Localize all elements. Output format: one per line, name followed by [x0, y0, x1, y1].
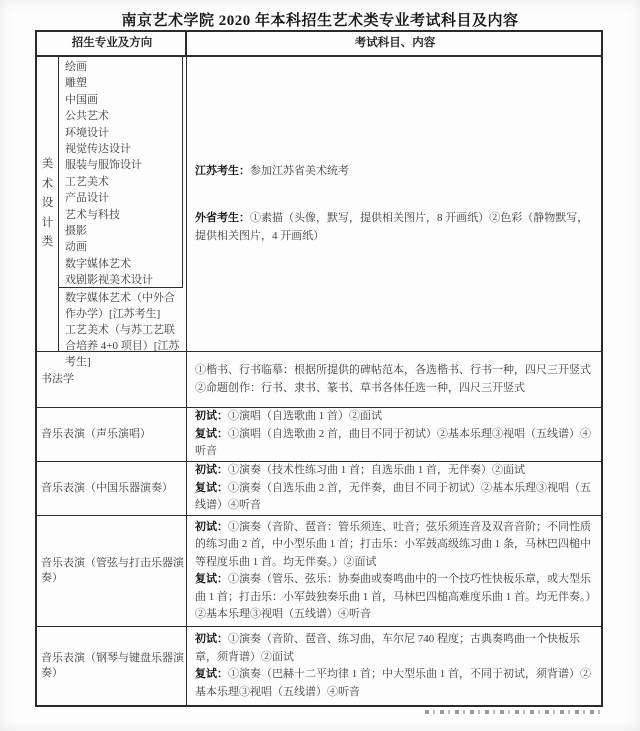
preliminary-round-text: ①演奏（技术性练习曲 1 首；自选乐曲 1 首，无伴奏）②面试 [228, 464, 525, 477]
fine-arts-major-cell [37, 57, 187, 368]
final-round-text: ①演奏（巴赫十二平均律 1 首；中大型乐曲 1 首，不同于初试，须背谱）②基本乐理③视唱（五线谱）④听音 [195, 668, 591, 698]
preliminary-round-line [195, 631, 595, 666]
header-exam-label: 考试科目、内容 [354, 36, 436, 49]
exam-subjects-table [35, 30, 603, 707]
music-orchestral-exam-cell [187, 516, 601, 626]
major-item: 摄影 [65, 225, 87, 238]
music-piano-major-label: 音乐表演（钢琴与键盘乐器演奏） [41, 652, 184, 679]
music-piano-major-cell [37, 627, 187, 705]
fine-arts-category-label: 美术设计类 [41, 158, 54, 249]
final-round-text: ①演唱（自选歌曲 2 首，曲目不同于初试）②基本乐理③视唱（五线谱）④听音 [195, 427, 591, 458]
major-item: 动画 [65, 241, 87, 254]
header-major-label: 招生专业及方向 [71, 37, 153, 49]
major-item: 艺术与科技 [65, 208, 120, 221]
fine-arts-exam-cell [187, 57, 601, 351]
major-item: 数字媒体艺术 [65, 257, 131, 270]
final-round-label: 复试： [195, 427, 228, 440]
table-header-row [37, 32, 601, 57]
final-round-text: ①演奏（管乐、弦乐：协奏曲或奏鸣曲中的一个技巧性快板乐章，或大型乐曲 1 首；打击乐：小军鼓独奏乐曲 1 首，马林巴四槌高难度乐曲 1 首。均无伴奏。）②基本乐理③视唱（五线谱）④听音 [195, 573, 591, 620]
preliminary-round-text: ①演唱（自选歌曲 1 首）②面试 [228, 410, 382, 423]
row-music-piano-keyboard [37, 627, 601, 705]
special-program-item: 工艺美术（与苏工艺联合培养 4+0 项目）[江苏考生] [65, 324, 180, 368]
major-item: 服装与服饰设计 [65, 159, 142, 172]
major-item: 环境设计 [65, 126, 109, 139]
calligraphy-exam-text: ①楷书、行书临摹：根据所提供的碑帖范本，各选楷书、行书一种，四尺三开竖式②命题创作：行书、隶书、篆书、草书各体任选一种，四尺三开竖式 [195, 364, 591, 394]
final-round-text: ①演奏（自选乐曲 2 首，无伴奏，曲目不同于初试）②基本乐理③视唱（五线谱）④听音 [195, 481, 591, 512]
calligraphy-major-cell [37, 352, 187, 407]
fine-arts-major-lists [59, 57, 186, 368]
page-title: 南京艺术学院 2020 年本科招生艺术类专业考试科目及内容 [121, 13, 519, 29]
major-item: 中国画 [65, 93, 98, 106]
preliminary-round-label: 初试： [195, 410, 228, 423]
final-round-line [195, 666, 595, 701]
calligraphy-exam-cell [187, 352, 601, 407]
music-chinese-exam-cell [187, 462, 601, 515]
preliminary-round-line [195, 462, 595, 480]
music-orchestral-major-cell [37, 516, 187, 626]
major-item: 绘画 [65, 61, 87, 73]
row-calligraphy [37, 352, 601, 408]
preliminary-round-label: 初试： [195, 520, 228, 533]
out-of-province-line [195, 210, 591, 245]
fine-arts-major-layout [37, 57, 186, 368]
calligraphy-major-label: 书法学 [41, 373, 74, 385]
major-item: 工艺美术 [65, 175, 109, 188]
preliminary-round-label: 初试： [195, 633, 228, 645]
preliminary-round-text: ①演奏（音阶、琶音：管乐须连、吐音；弦乐须连音及双音音阶；不同性质的练习曲 2 首，中小型乐曲 1 首；打击乐：小军鼓高级练习曲 1 条，马林巴四槌中等程度乐曲 1 首。均无伴奏。）②面试 [195, 520, 591, 568]
jiangsu-candidates-text: 参加江苏省美术统考 [250, 164, 349, 177]
row-music-orchestral-percussion [37, 516, 601, 627]
music-vocal-major-cell [37, 408, 187, 461]
fine-arts-category-strip [37, 57, 59, 351]
preliminary-round-label: 初试： [195, 464, 228, 477]
major-item: 产品设计 [65, 192, 109, 205]
final-round-label: 复试： [195, 481, 228, 494]
music-chinese-major-cell [37, 462, 187, 515]
preliminary-round-text: ①演奏（音阶、琶音、练习曲，车尔尼 740 程度；古典奏鸣曲一个快板乐章，须背谱）②面试 [195, 633, 580, 663]
music-orchestral-major-label: 音乐表演（管弦与打击乐器演奏） [41, 557, 184, 584]
major-item: 雕塑 [65, 77, 87, 90]
music-vocal-exam-cell [187, 408, 601, 461]
header-cell-major [37, 32, 187, 55]
row-music-vocal [37, 408, 601, 462]
final-round-line [195, 426, 595, 461]
music-chinese-major-label: 音乐表演（中国乐器演奏） [41, 482, 173, 494]
final-round-label: 复试： [195, 573, 228, 585]
major-item: 戏剧影视美术设计 [65, 274, 153, 287]
music-vocal-major-label: 音乐表演（声乐演唱） [41, 428, 151, 440]
final-round-label: 复试： [195, 668, 228, 680]
final-round-line [195, 571, 595, 624]
scan-smudge-artifact [420, 710, 605, 714]
special-program-item: 数字媒体艺术（中外合作办学）[江苏考生] [65, 292, 175, 320]
preliminary-round-line [195, 519, 595, 572]
header-cell-exam [187, 32, 601, 55]
row-fine-arts [37, 57, 601, 368]
jiangsu-candidates-label: 江苏考生： [195, 164, 250, 177]
preliminary-round-line [195, 408, 595, 426]
fine-arts-majors-box [59, 57, 183, 288]
major-item: 视觉传达设计 [65, 143, 131, 156]
major-item: 公共艺术 [65, 110, 109, 123]
row-music-chinese-instruments [37, 462, 601, 516]
jiangsu-candidates-line [195, 163, 591, 181]
music-piano-exam-cell [187, 627, 601, 705]
out-of-province-label: 外省考生： [195, 212, 250, 225]
out-of-province-text: ①素描（头像，默写，提供相关图片，8 开画纸）②色彩（静物默写，提供相关图片，4 开画纸） [195, 212, 589, 242]
final-round-line [195, 480, 595, 515]
